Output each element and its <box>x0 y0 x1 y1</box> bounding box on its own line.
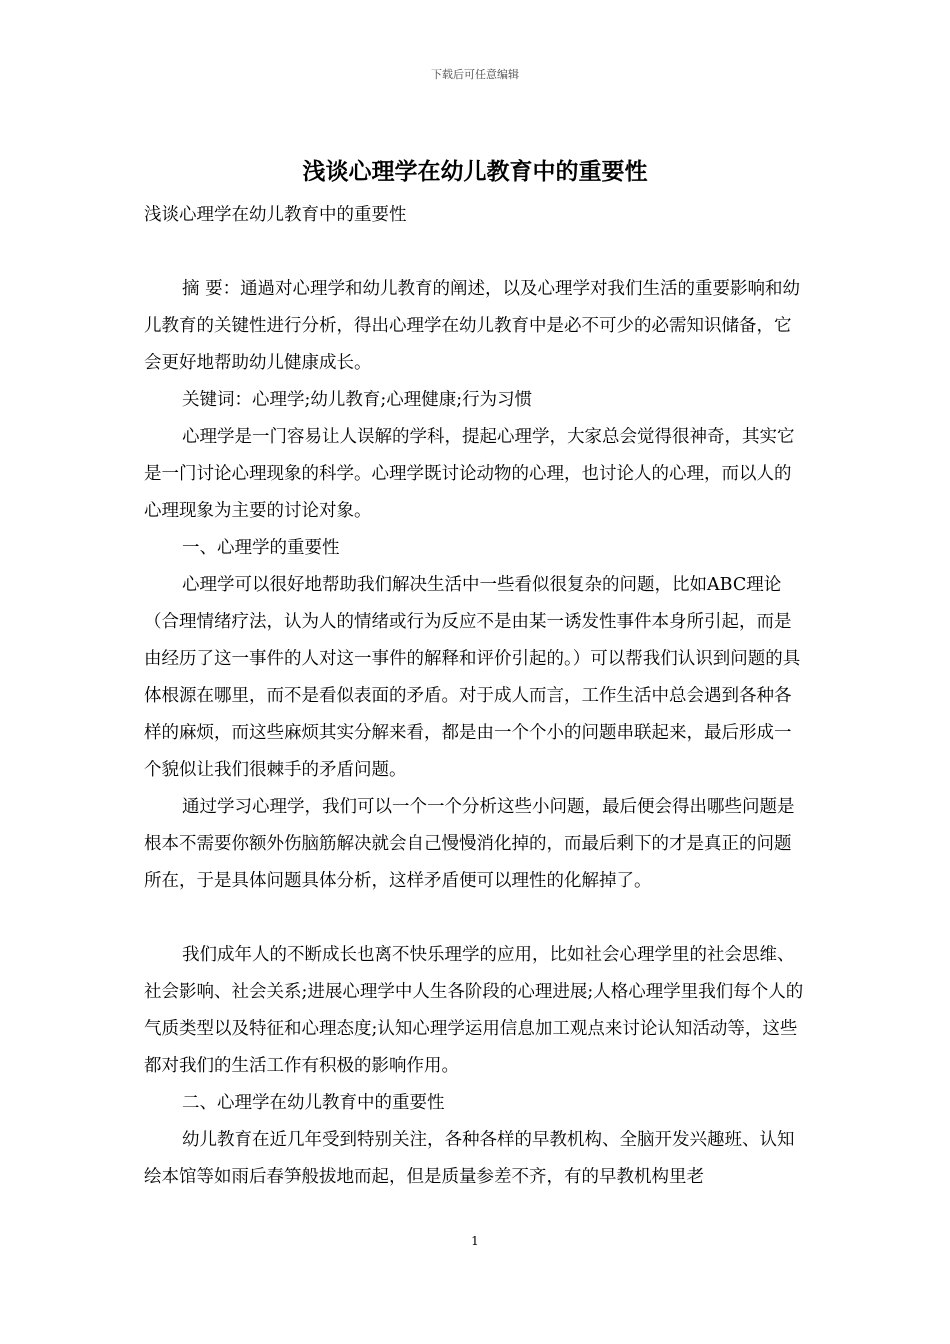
blank-line <box>144 234 808 271</box>
keywords-line: 关键词：心理学;幼儿教育;心理健康;行为习惯 <box>182 390 533 410</box>
section-1-paragraph-1: 心理学可以很好地帮助我们解决生活中一些看似很复杂的问题，比如ABC理论（合理情绪疗法，认为人的情绪或行为反应不是由某一诱发性事件本身所引起，而是由经历了这一事件的人对这一事件的解释和评价引起的。）可以帮我们认识到问题的具体根源在哪里，而不是看似表面的矛盾。对于成人而言，工作生活中总会遇到各种各样的麻烦，而这些麻烦其实分解来看，都是由一个个小的问题串联起来，最后形成一个貌似让我们很棘手的矛盾问题。 <box>144 575 801 780</box>
document-subtitle: 浅谈心理学在幼儿教育中的重要性 <box>144 205 407 225</box>
section-1-heading: 一、心理学的重要性 <box>182 538 340 558</box>
page-header-note: 下载后可任意编辑 <box>431 68 519 81</box>
section-2-paragraph-1: 幼儿教育在近几年受到特别关注，各种各样的早教机构、全脑开发兴趣班、认知绘本馆等如雨后春笋般拔地而起，但是质量参差不齐，有的早教机构里老 <box>144 1130 795 1187</box>
section-1-paragraph-2: 通过学习心理学，我们可以一个一个分析这些小问题，最后便会得出哪些问题是根本不需要你额外伤脑筋解决就会自己慢慢消化掉的，而最后剩下的才是真正的问题所在，于是具体问题具体分析，这样矛盾便可以理性的化解掉了。 <box>144 797 795 891</box>
section-1-paragraph-3: 我们成年人的不断成长也离不快乐理学的应用，比如社会心理学里的社会思维、社会影响、社会关系;进展心理学中人生各阶段的心理进展;人格心理学里我们每个人的气质类型以及特征和心理态度;认知心理学运用信息加工观点来讨论认知活动等，这些都对我们的生活工作有积极的影响作用。 <box>144 945 804 1076</box>
page-number: 1 <box>471 1234 479 1248</box>
section-2-heading: 二、心理学在幼儿教育中的重要性 <box>182 1093 445 1113</box>
document-title: 浅谈心理学在幼儿教育中的重要性 <box>302 159 648 185</box>
document-body <box>144 197 808 1196</box>
blank-line <box>144 900 808 937</box>
intro-paragraph: 心理学是一门容易让人误解的学科，提起心理学，大家总会觉得很神奇，其实它是一门讨论心理现象的科学。心理学既讨论动物的心理，也讨论人的心理，而以人的心理现象为主要的讨论对象。 <box>144 427 795 521</box>
abstract-paragraph: 摘 要：通過对心理学和幼儿教育的阐述，以及心理学对我们生活的重要影响和幼儿教育的关键性进行分析，得出心理学在幼儿教育中是必不可少的必需知识储备，它会更好地帮助幼儿健康成长。 <box>144 279 801 373</box>
